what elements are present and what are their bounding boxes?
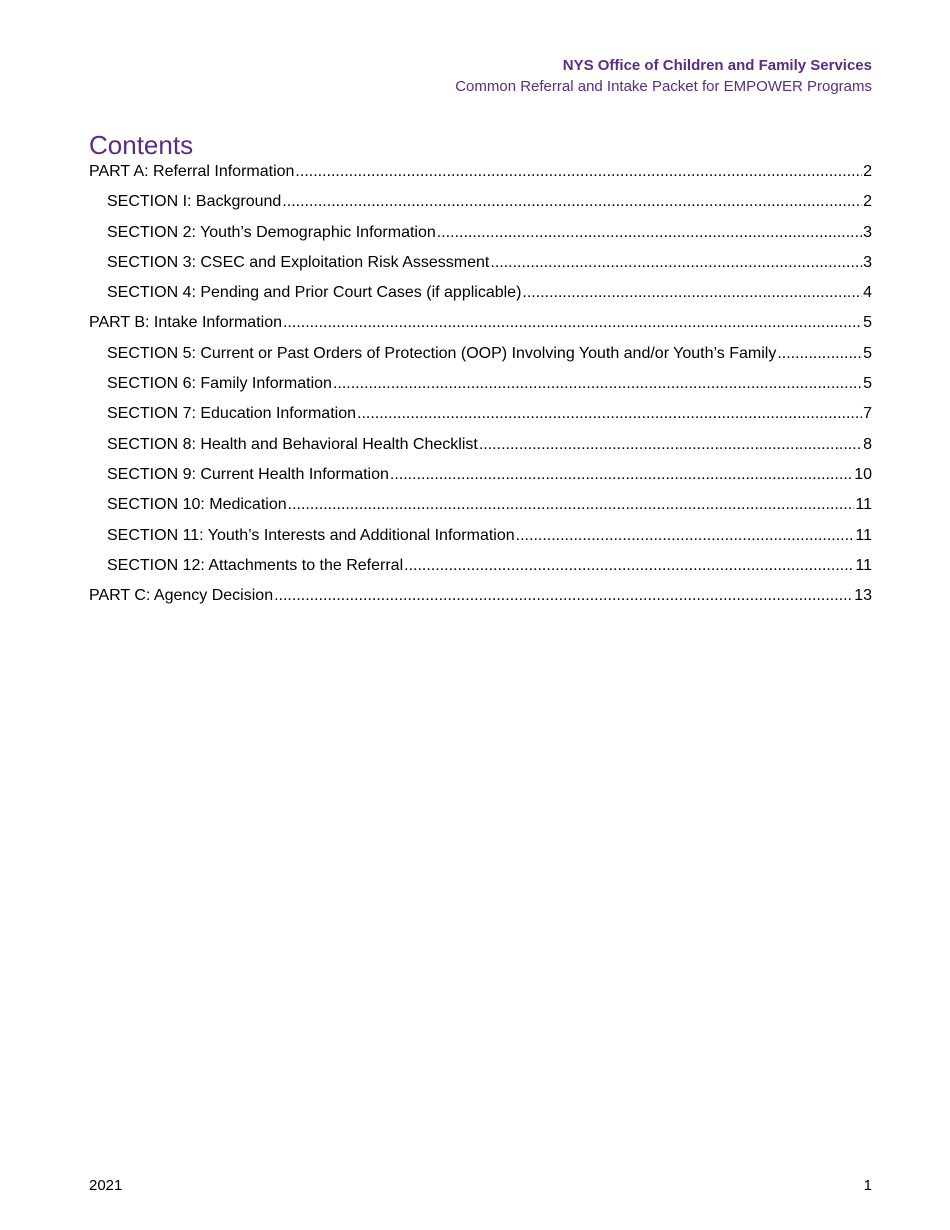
toc-dot-leader (437, 221, 862, 245)
toc-dot-leader (490, 251, 862, 275)
toc-dot-leader (295, 160, 862, 184)
toc-entry-page: 7 (863, 405, 872, 423)
toc-entry[interactable] (89, 554, 872, 584)
toc-entry[interactable] (89, 311, 872, 341)
toc-dot-leader (274, 584, 853, 608)
toc-entry-label: SECTION 7: Education Information (107, 405, 356, 423)
toc-dot-leader (404, 554, 854, 578)
toc-dot-leader (283, 311, 862, 335)
toc-entry-label: PART A: Referral Information (89, 163, 295, 180)
organization-name: NYS Office of Children and Family Services (562, 57, 872, 74)
toc-entry-label: SECTION 11: Youth’s Interests and Additional Information (107, 526, 515, 544)
toc-dot-leader (288, 493, 855, 517)
footer-page-number: 1 (863, 1177, 872, 1194)
document-header (455, 56, 872, 97)
toc-entry-label: PART C: Agency Decision (89, 587, 274, 605)
document-subtitle: Common Referral and Intake Packet for EMPOWER Programs (455, 78, 872, 95)
toc-dot-leader (479, 433, 862, 457)
toc-entry[interactable] (89, 221, 872, 251)
toc-entry[interactable] (89, 160, 872, 190)
toc-entry[interactable] (89, 190, 872, 220)
table-of-contents (89, 160, 872, 614)
contents-heading: Contents (89, 130, 194, 160)
toc-entry-page: 10 (854, 465, 872, 483)
toc-entry-page: 11 (855, 526, 872, 544)
toc-entry[interactable] (89, 493, 872, 523)
toc-entry-page: 5 (863, 314, 872, 332)
toc-entry-page: 13 (854, 587, 872, 605)
toc-entry-page: 8 (863, 435, 872, 453)
toc-dot-leader (522, 281, 862, 305)
toc-entry-page: 3 (863, 253, 872, 271)
toc-entry[interactable] (89, 281, 872, 311)
toc-dot-leader (516, 524, 855, 548)
toc-dot-leader (333, 372, 862, 396)
toc-entry-page: 11 (855, 496, 872, 514)
toc-dot-leader (390, 463, 853, 487)
toc-entry-page: 11 (855, 556, 872, 574)
toc-entry-label: SECTION 10: Medication (107, 496, 287, 514)
toc-entry-label: SECTION 8: Health and Behavioral Health Checklist (107, 435, 478, 453)
toc-entry-page: 2 (863, 193, 872, 211)
toc-entry[interactable] (89, 463, 872, 493)
toc-entry-label: SECTION 9: Current Health Information (107, 465, 389, 483)
toc-entry-label: SECTION 12: Attachments to the Referral (107, 556, 404, 574)
toc-dot-leader (357, 402, 862, 426)
toc-entry[interactable] (89, 251, 872, 281)
toc-entry[interactable] (89, 402, 872, 432)
toc-entry-page: 4 (863, 284, 872, 302)
toc-entry-label: SECTION I: Background (107, 193, 282, 211)
toc-dot-leader (777, 342, 862, 366)
toc-entry-label: SECTION 6: Family Information (107, 375, 332, 393)
toc-entry-label: PART B: Intake Information (89, 314, 282, 332)
toc-entry[interactable] (89, 524, 872, 554)
toc-entry-page: 3 (863, 223, 872, 241)
toc-dot-leader (282, 190, 862, 214)
toc-entry-page: 5 (863, 344, 872, 362)
toc-entry[interactable] (89, 342, 872, 372)
toc-entry[interactable] (89, 433, 872, 463)
footer-year: 2021 (89, 1177, 123, 1194)
toc-entry-label: SECTION 2: Youth’s Demographic Information (107, 223, 436, 241)
toc-entry-page: 2 (863, 163, 872, 180)
toc-entry-label: SECTION 5: Current or Past Orders of Protection (OOP) Involving Youth and/or Youth’s Family (107, 344, 777, 362)
toc-entry[interactable] (89, 584, 872, 614)
toc-entry-label: SECTION 4: Pending and Prior Court Cases (if applicable) (107, 284, 522, 302)
toc-entry-page: 5 (863, 375, 872, 393)
toc-entry-label: SECTION 3: CSEC and Exploitation Risk Assessment (107, 253, 490, 271)
toc-entry[interactable] (89, 372, 872, 402)
